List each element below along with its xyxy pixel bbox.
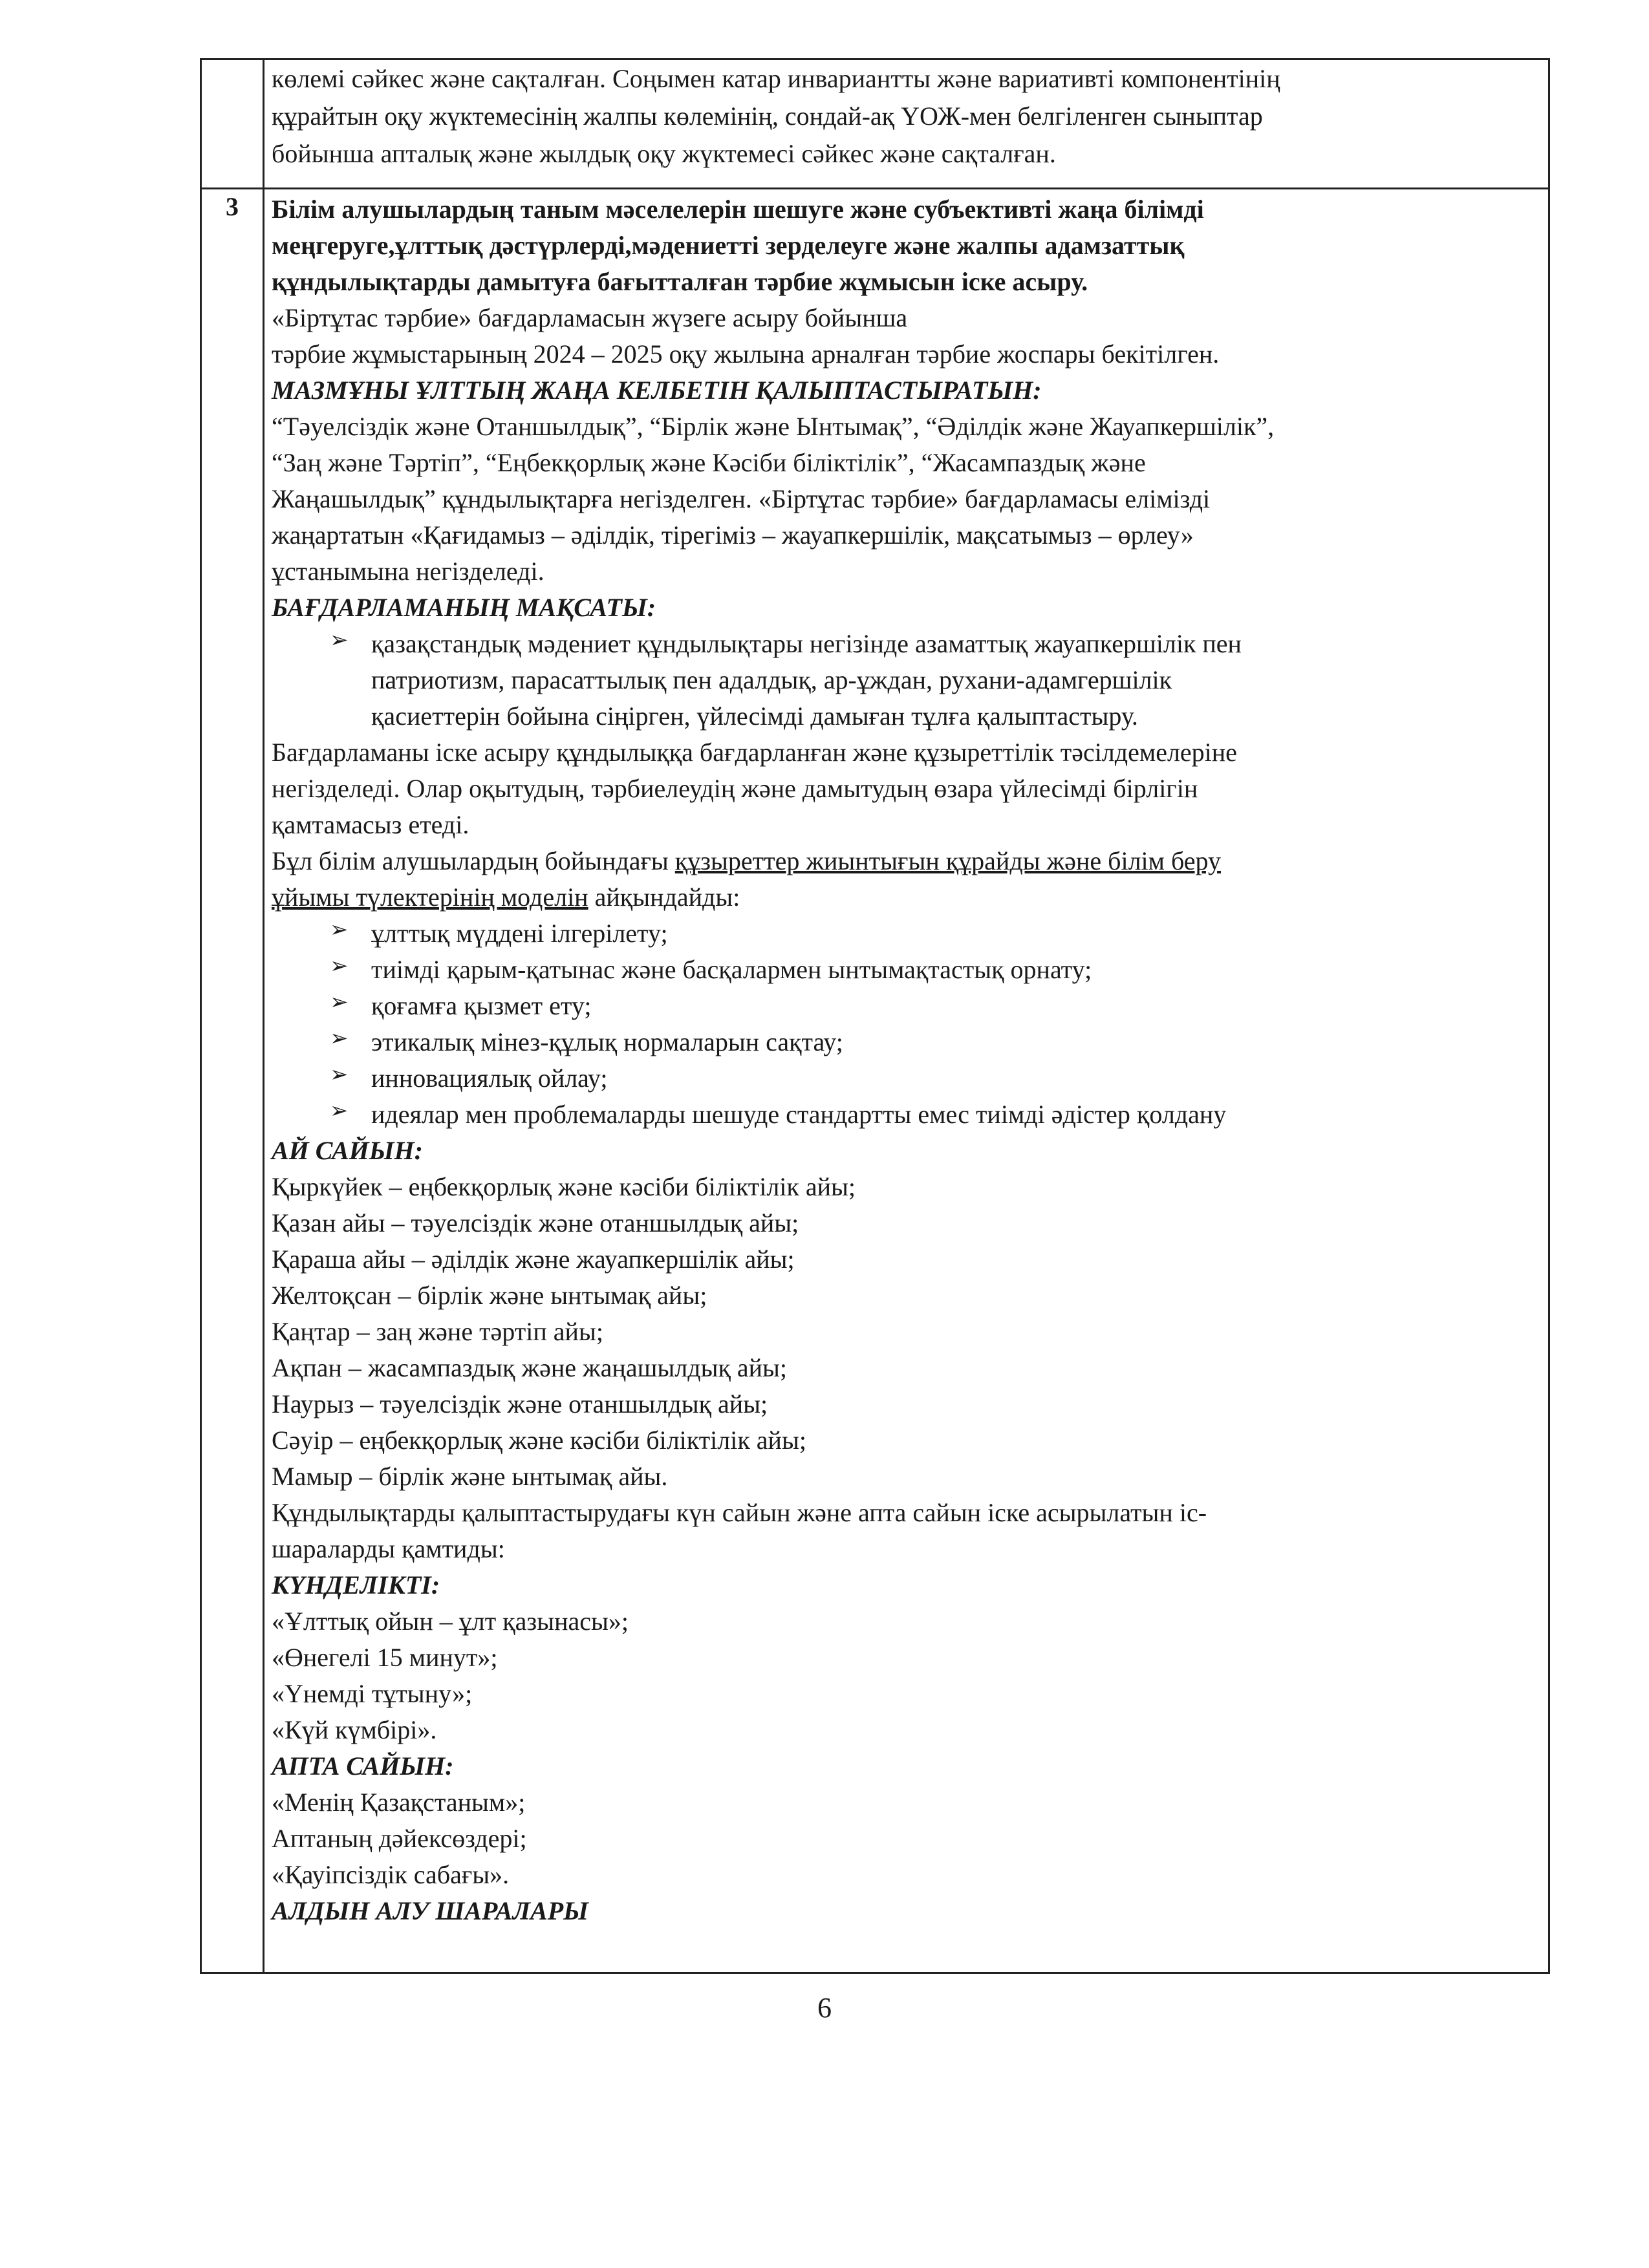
model-underlined-text: құзыреттер жиынтығын құрайды және білім беру — [674, 846, 1221, 875]
row-number: 3 — [226, 192, 239, 221]
month-item: Қыркүйек – еңбекқорлық және кәсіби біліктілік айы; — [272, 1172, 856, 1201]
plan-table — [200, 58, 1550, 1974]
text-line: “Заң және Тәртіп”, “Еңбекқорлық және Кәсіби біліктілік”, “Жасампаздық және — [272, 448, 1146, 477]
month-item: Қазан айы – тәуелсіздік және отаншылдық айы; — [272, 1208, 799, 1237]
row-heading-line: құндылықтарды дамытуға бағытталған тәрбие жұмысын іске асыру. — [272, 267, 1088, 296]
intro-line: тәрбие жұмыстарының 2024 – 2025 оқу жылына арналған тәрбие жоспары бекітілген. — [272, 339, 1220, 369]
text-line: ұстанымына негізделеді. — [272, 557, 544, 586]
month-item: Сәуір – еңбекқорлық және кәсіби біліктілік айы; — [272, 1426, 806, 1455]
daily-item: «Үнемді тұтыну»; — [272, 1679, 473, 1708]
row-heading-line: меңгеруге,ұлттық дәстүрлерді,мәдениетті зерделеуге және жалпы адамзаттық — [272, 231, 1185, 260]
text-line: шараларды қамтиды: — [272, 1534, 505, 1563]
month-item: Мамыр – бірлік және ынтымақ айы. — [272, 1462, 668, 1491]
list-item: идеялар мен проблемаларды шешуде стандартты емес тиімді әдістер қолдану — [371, 1100, 1227, 1129]
row-heading-line: Білім алушылардың таным мәселелерін шешуге және субъективті жаңа білімді — [272, 195, 1204, 224]
list-item: этикалық мінез-құлық нормаларын сақтау; — [371, 1027, 843, 1056]
arrow-bullet-icon: ➢ — [330, 918, 349, 942]
text-line: бойынша апталық және жылдық оқу жүктемесі сәйкес және сақталған. — [272, 139, 1056, 168]
page-number: 6 — [817, 1992, 832, 2024]
daily-item: «Өнегелі 15 минут»; — [272, 1643, 498, 1672]
column-divider — [263, 58, 264, 1972]
month-item: Наурыз – тәуелсіздік және отаншылдық айы; — [272, 1389, 768, 1418]
text-line: Құндылықтарды қалыптастырудағы күн сайын және апта сайын іске асырылатын іс- — [272, 1498, 1207, 1527]
intro-line: «Біртұтас тәрбие» бағдарламасын жүзеге асыру бойынша — [272, 303, 908, 332]
section-title: АЙ САЙЫН: — [272, 1136, 423, 1165]
goal-line: қасиеттерін бойына сіңірген, үйлесімді дамыған тұлға қалыптастыру. — [371, 701, 1138, 731]
arrow-bullet-icon: ➢ — [330, 954, 349, 978]
model-text: айқындайды: — [588, 883, 740, 912]
month-item: Желтоқсан – бірлік және ынтымақ айы; — [272, 1281, 707, 1310]
list-item: қоғамға қызмет ету; — [371, 991, 592, 1020]
weekly-item: «Қауіпсіздік сабағы». — [272, 1860, 510, 1889]
list-item: ұлттық мүддені ілгерілету; — [371, 919, 668, 948]
goal-line: патриотизм, парасаттылық пен адалдық, ар-ұждан, рухани-адамгершілік — [371, 665, 1172, 694]
model-line — [272, 879, 740, 915]
list-item: инновациялық ойлау; — [371, 1064, 608, 1093]
text-line: жаңартатын «Қағидамыз – әділдік, тірегіміз – жауапкершілік, мақсатымыз – өрлеу» — [272, 520, 1194, 550]
arrow-bullet-icon: ➢ — [330, 1063, 349, 1087]
month-item: Қараша айы – әділдік және жауапкершілік айы; — [272, 1245, 795, 1274]
model-line — [272, 843, 1221, 879]
text-line: “Тәуелсіздік және Отаншылдық”, “Бірлік және Ынтымақ”, “Әділдік және Жауапкершілік”, — [272, 412, 1275, 441]
arrow-bullet-icon: ➢ — [330, 628, 349, 652]
section-title: АПТА САЙЫН: — [272, 1751, 454, 1781]
daily-item: «Күй күмбірі». — [272, 1715, 437, 1744]
text-line: негізделеді. Олар оқытудың, тәрбиелеудің және дамытудың өзара үйлесімді бірлігін — [272, 774, 1198, 803]
arrow-bullet-icon: ➢ — [330, 1027, 349, 1051]
section-title: КҮНДЕЛІКТІ: — [272, 1570, 440, 1599]
arrow-bullet-icon: ➢ — [330, 990, 349, 1014]
text-line: Бағдарламаны іске асыру құндылыққа бағдарланған және құзыреттілік тәсілдемелеріне — [272, 738, 1237, 767]
month-item: Ақпан – жасампаздық және жаңашылдық айы; — [272, 1353, 788, 1382]
goal-line: қазақстандық мәдениет құндылықтары негізінде азаматтық жауапкершілік пен — [371, 629, 1242, 658]
text-line: қамтамасыз етеді. — [272, 810, 469, 839]
section-title: МАЗМҰНЫ ҰЛТТЫҢ ЖАҢА КЕЛБЕТІН ҚАЛЫПТАСТЫРАТЫН: — [272, 376, 1042, 405]
daily-item: «Ұлттық ойын – ұлт қазынасы»; — [272, 1607, 629, 1636]
section-title: БАҒДАРЛАМАНЫҢ МАҚСАТЫ: — [272, 593, 656, 622]
section-title: АЛДЫН АЛУ ШАРАЛАРЫ — [272, 1896, 588, 1925]
month-item: Қаңтар – заң және тәртіп айы; — [272, 1317, 603, 1346]
model-text: Бұл білім алушылардың бойындағы — [272, 846, 675, 875]
list-item: тиімді қарым-қатынас және басқалармен ынтымақтастық орнату; — [371, 955, 1092, 984]
model-underlined-text: ұйымы түлектерінің моделін — [272, 883, 588, 912]
text-line: құрайтын оқу жүктемесінің жалпы көлемінің, сондай-ақ ҮОЖ-мен белгіленген сыныптар — [272, 102, 1263, 131]
weekly-item: Аптаның дәйексөздері; — [272, 1824, 527, 1853]
arrow-bullet-icon: ➢ — [330, 1099, 349, 1123]
weekly-item: «Менің Қазақстаным»; — [272, 1788, 526, 1817]
text-line: Жаңашылдық” құндылықтарға негізделген. «Біртұтас тәрбие» бағдарламасы елімізді — [272, 484, 1211, 513]
text-line: көлемі сәйкес және сақталған. Соңымен катар инвариантты және вариативті компонентінің — [272, 64, 1280, 93]
